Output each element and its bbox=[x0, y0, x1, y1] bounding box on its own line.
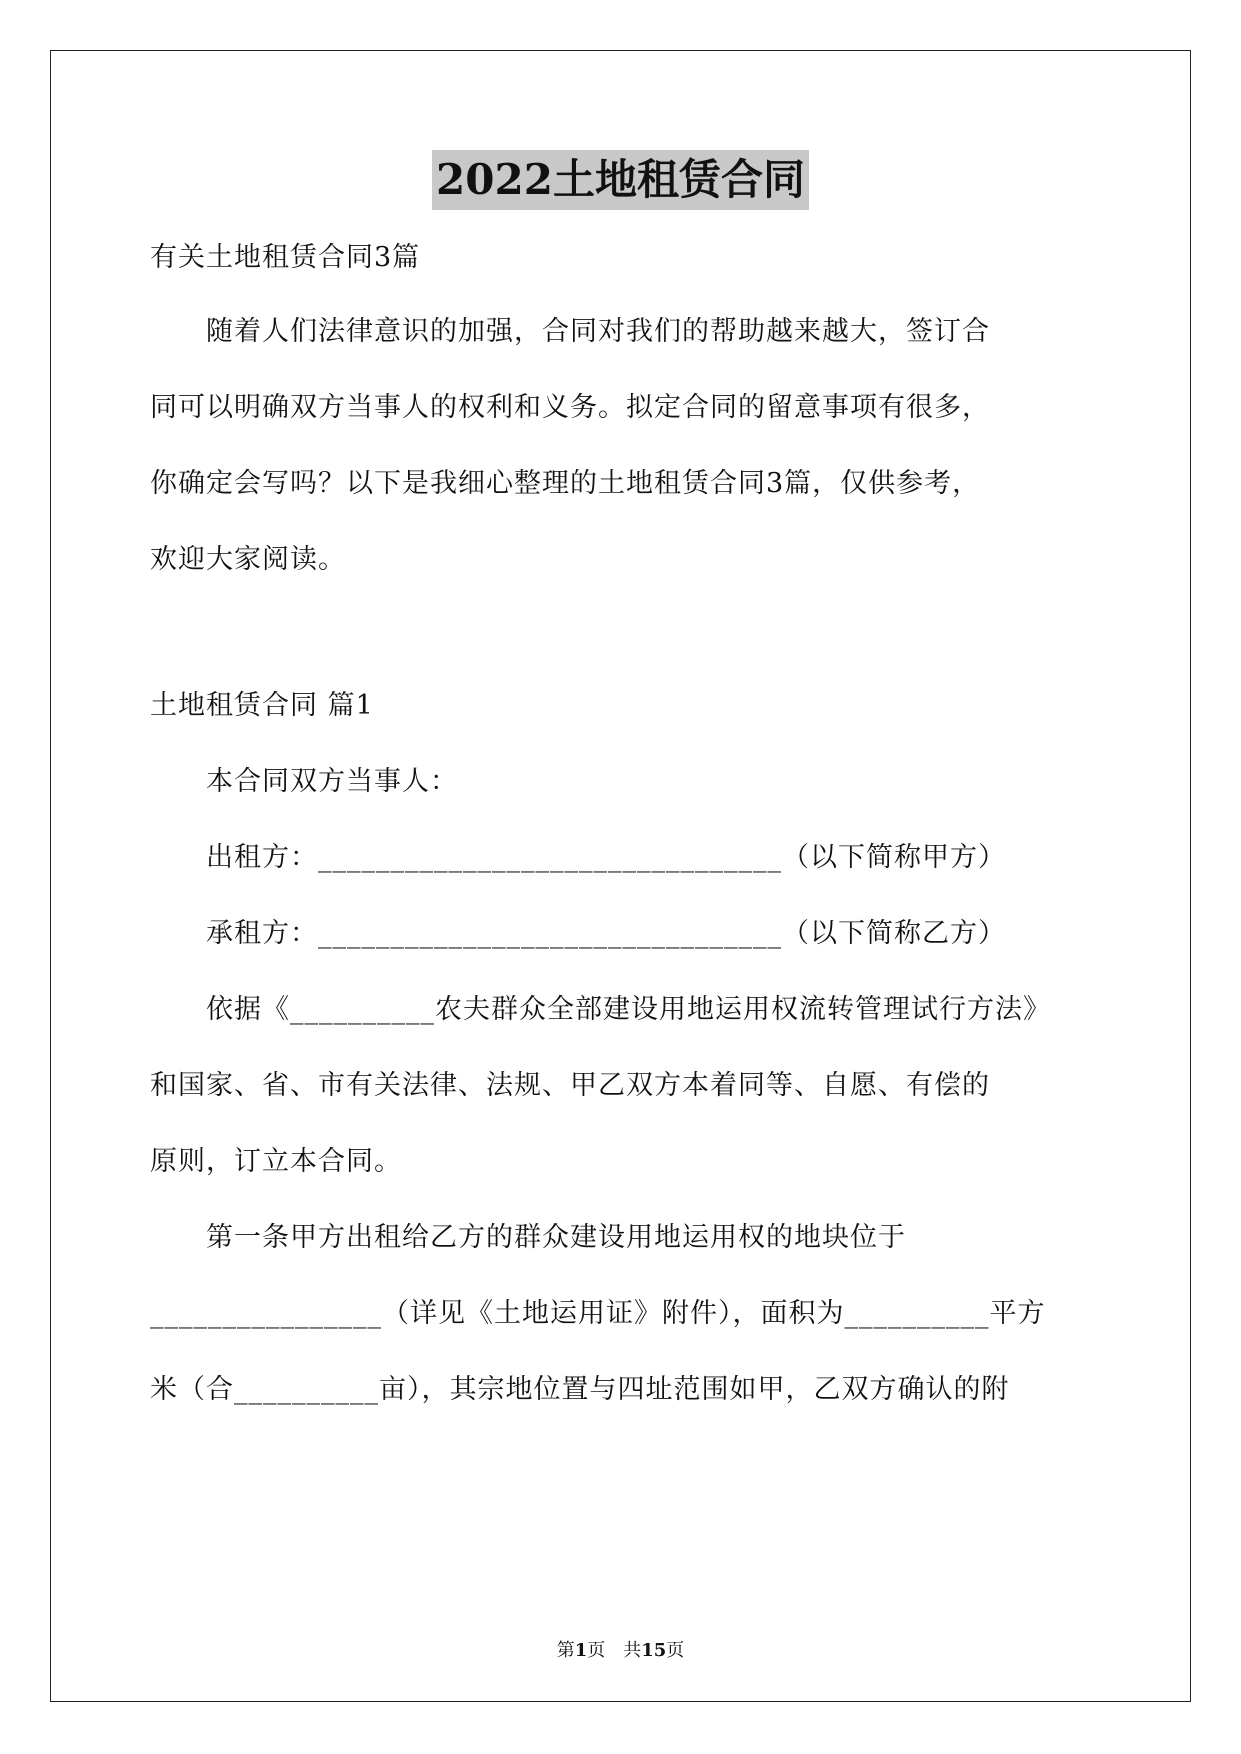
basis-line-2: 和国家、省、市有关法律、法规、甲乙双方本着同等、自愿、有偿的 bbox=[150, 1070, 990, 1101]
title-container bbox=[0, 150, 1241, 210]
document-title: 2022土地租赁合同 bbox=[432, 150, 809, 210]
lessor-line: 出租方：________________________________（以下简称甲方） bbox=[150, 842, 1006, 873]
intro-line-4: 欢迎大家阅读。 bbox=[150, 544, 346, 575]
article1-line-3: 米（合__________亩），其宗地位置与四址范围如甲，乙双方确认的附 bbox=[150, 1374, 1010, 1405]
footer-mid: 页 共 bbox=[587, 1640, 642, 1661]
footer-page-total: 15 bbox=[641, 1640, 667, 1661]
intro-line-1: 随着人们法律意识的加强，合同对我们的帮助越来越大，签订合 bbox=[150, 316, 990, 347]
lessee-line: 承租方：________________________________（以下简称乙方） bbox=[150, 918, 1006, 949]
intro-line-2: 同可以明确双方当事人的权利和义务。拟定合同的留意事项有很多， bbox=[150, 392, 990, 423]
section-heading: 土地租赁合同 篇1 bbox=[150, 690, 374, 721]
page-footer bbox=[0, 1638, 1241, 1664]
basis-line-3: 原则，订立本合同。 bbox=[150, 1146, 402, 1177]
basis-line-1: 依据《__________农夫群众全部建设用地运用权流转管理试行方法》 bbox=[150, 994, 1051, 1025]
parties-intro: 本合同双方当事人： bbox=[150, 766, 458, 797]
article1-line-2: ________________（详见《土地运用证》附件），面积为__________平方 bbox=[150, 1298, 1046, 1329]
article1-line-1: 第一条甲方出租给乙方的群众建设用地运用权的地块位于 bbox=[150, 1222, 906, 1253]
document-subtitle: 有关土地租赁合同3篇 bbox=[150, 242, 421, 273]
footer-page-number: 1 bbox=[574, 1640, 588, 1661]
footer-prefix: 第 bbox=[556, 1640, 575, 1661]
intro-line-3: 你确定会写吗？以下是我细心整理的土地租赁合同3篇，仅供参考， bbox=[150, 468, 981, 499]
footer-suffix: 页 bbox=[666, 1640, 685, 1661]
